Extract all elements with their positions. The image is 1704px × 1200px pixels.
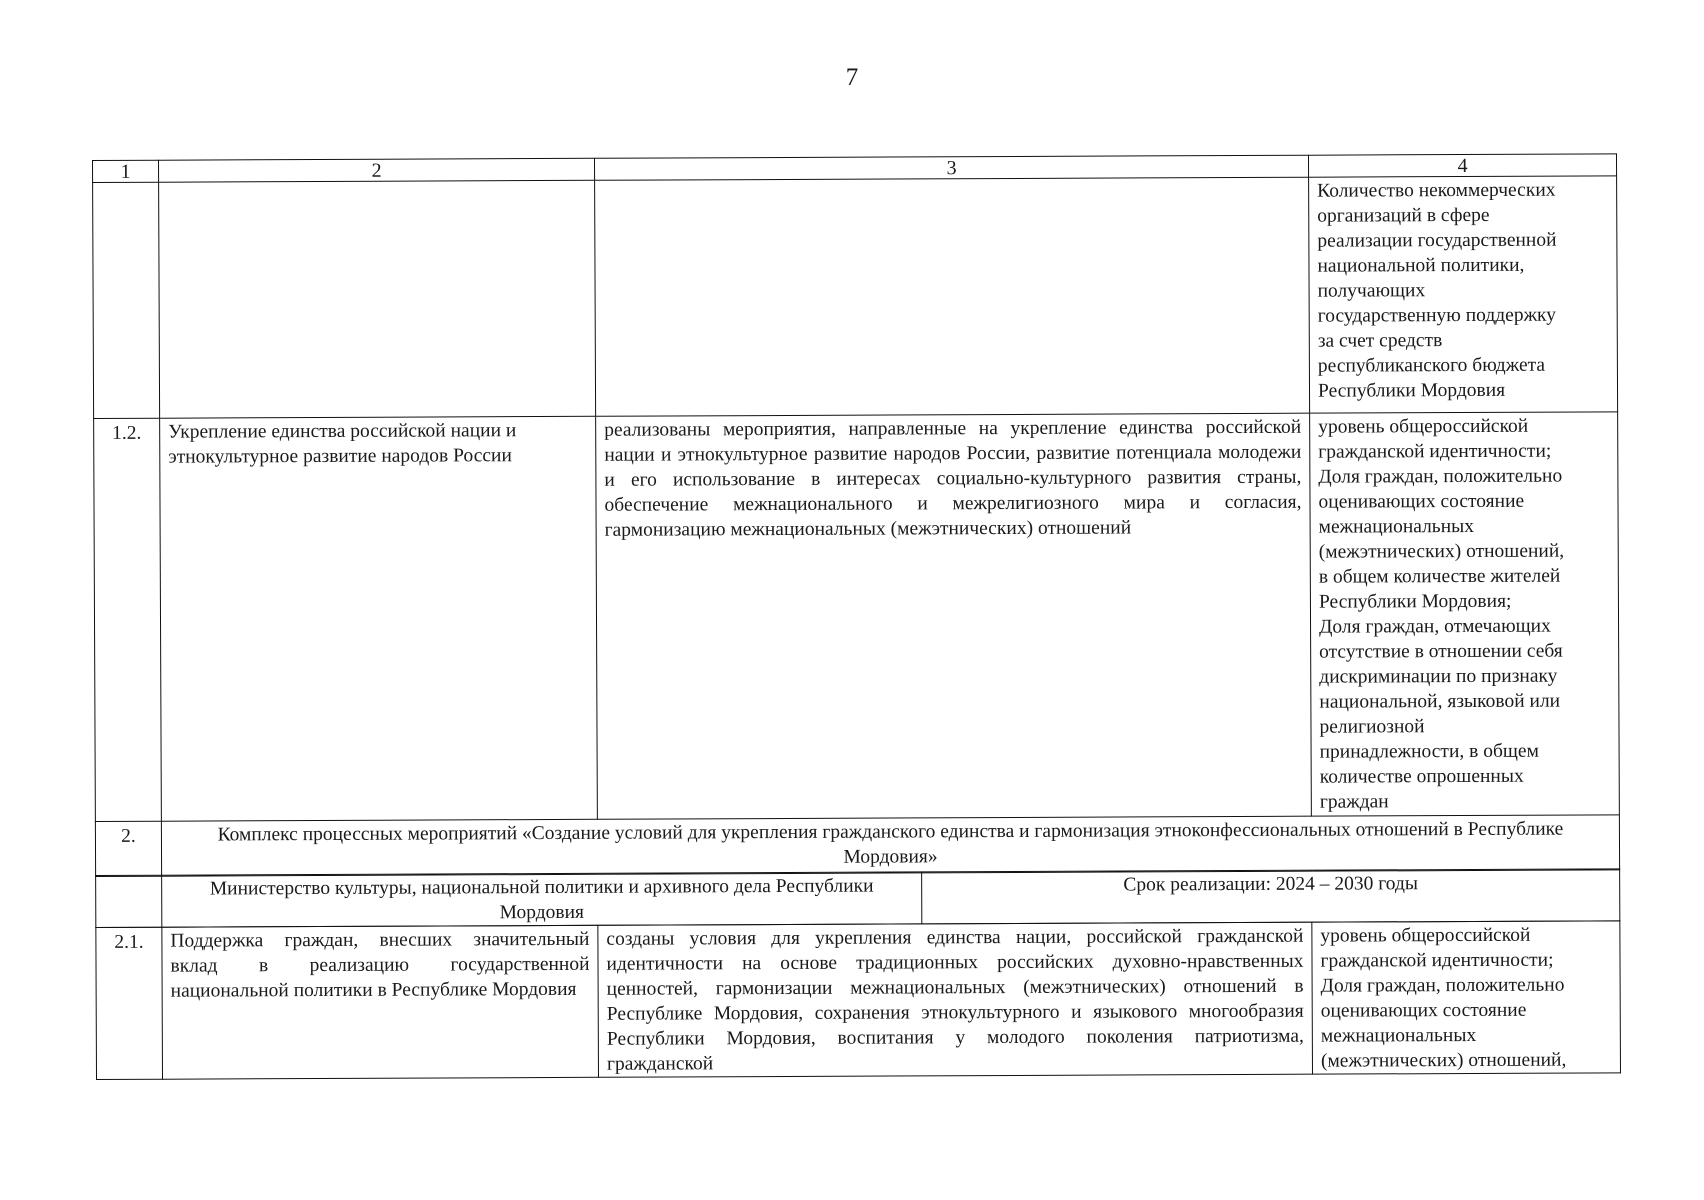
header-col-2: 2 <box>159 158 595 182</box>
cell-number-empty <box>96 876 162 928</box>
cell-number: 2.1. <box>96 927 163 1079</box>
cell-task-empty <box>159 180 596 418</box>
header-col-4: 4 <box>1308 154 1616 177</box>
header-col-3: 3 <box>594 155 1308 180</box>
cell-indicators-continued: Количество некоммерческих организаций в сфере реализации государственной национальной политики, получающих государственную поддержку за счет средств республиканского бюджета Республики Мордовия <box>1309 176 1618 413</box>
cell-result: созданы условия для укрепления единства нации, российской гражданской идентичности на основе традиционных российских духовно-нравственных ценностей, гармонизации межнациональных (межэтнических) отношений в Республике Мордовия, сохранения этнокультурного и языкового многообразия Республики Мордовия, воспитания у молодого поколения патриотизма, гражданской <box>598 922 1313 1077</box>
cell-result-empty <box>595 177 1310 416</box>
header-col-1: 1 <box>93 160 159 182</box>
plan-grid-table <box>92 153 1620 877</box>
cell-number-empty <box>93 182 160 418</box>
plan-grid-table-2 <box>95 920 1621 1080</box>
responsible-executor: Министерство культуры, национальной политики и архивного дела Республики Мордовия <box>162 872 922 927</box>
table-row-1-2 <box>94 412 1620 822</box>
section-title: Комплекс процессных мероприятий «Создание условий для укрепления гражданского единства и гармонизация этноконфессиональных отношений в Республике Мордовия» <box>161 815 1619 876</box>
table-row-2-1 <box>96 921 1621 1080</box>
page-number: 7 <box>845 64 859 91</box>
cell-result: реализованы мероприятия, направленные на укрепление единства российской нации и этнокультурное развитие народов России, развитие потенциала молодежи и его использование в интересах социально-культурного развития страны, обеспечение межнационального и межрелигиозного мира и согласия, гармонизацию межнациональных (межэтнических) отношений <box>596 413 1312 819</box>
table-row-2-meta <box>96 869 1620 928</box>
cell-number: 2. <box>95 821 161 876</box>
cell-number: 1.2. <box>94 418 162 821</box>
table-row-2 <box>95 815 1619 877</box>
cell-indicators: уровень общероссийской гражданской идентичности; Доля граждан, положительно оценивающих состояние межнациональных (межэтнических) отношений, в общем количестве жителей Республики Мордовия; Доля граждан, отмечающих отсутствие в отношении себя дискриминации по признаку национальной, языковой или религиозной принадлежности, в общем количестве опрошенных граждан <box>1310 412 1620 816</box>
plan-grid <box>92 153 1620 1079</box>
table-row-continued <box>93 176 1618 419</box>
plan-grid-subtable <box>95 869 1620 929</box>
cell-task: Укрепление единства российской нации и этнокультурное развитие народов России <box>160 416 598 821</box>
implementation-period: Срок реализации: 2024 – 2030 годы <box>922 869 1620 924</box>
cell-task: Поддержка граждан, внесших значительный вклад в реализацию государственной национальной политики в Республике Мордовия <box>162 925 599 1079</box>
cell-indicators: уровень общероссийской гражданской идентичности; Доля граждан, положительно оценивающих состояние межнациональных (межэтнических) отношений, <box>1312 921 1621 1074</box>
